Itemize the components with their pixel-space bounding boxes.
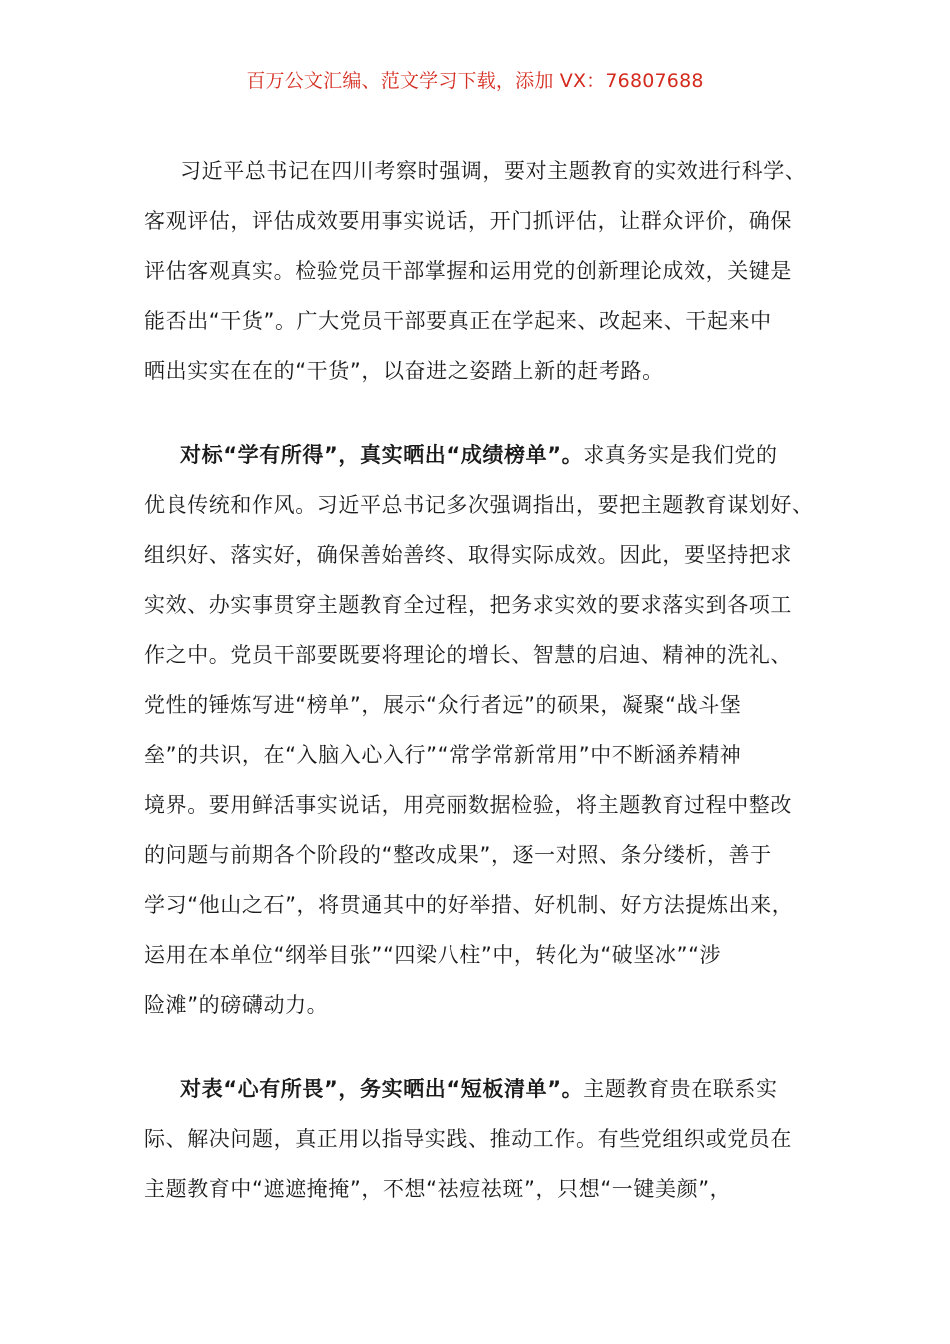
paragraph-line: 境界。要用鲜活事实说话，用亮丽数据检验，将主题教育过程中整改: [144, 793, 792, 817]
paragraph-spacer: [144, 396, 804, 430]
paragraph-shortcomings: [144, 1064, 804, 1214]
paragraph-spacer: [144, 1030, 804, 1064]
paragraph-line: 运用在本单位“纲举目张”“四梁八柱”中，转化为“破坚冰”“涉: [144, 943, 722, 967]
paragraph-intro: [144, 146, 807, 396]
paragraph-line: 实效、办实事贯穿主题教育全过程，把务求实效的要求落实到各项工: [144, 593, 792, 617]
paragraph-line: 组织好、落实好，确保善始善终、取得实际成效。因此，要坚持把求: [144, 543, 792, 567]
paragraph-line: 客观评估，评估成效要用事实说话，开门抓评估，让群众评价，确保: [144, 209, 792, 233]
paragraph-line: 险滩”的磅礴动力。: [144, 993, 329, 1017]
paragraph-line: 的问题与前期各个阶段的“整改成果”，逐一对照、条分缕析，善于: [144, 843, 772, 867]
paragraph-line: [144, 430, 804, 480]
paragraph-line: 评估客观真实。检验党员干部掌握和运用党的创新理论成效，关键是: [144, 259, 792, 283]
header-banner: 百万公文汇编、范文学习下载，添加 VX：76807688: [246, 70, 704, 92]
article-body: [144, 146, 814, 1214]
paragraph-line: 晒出实实在在的“干货”，以奋进之姿踏上新的赶考路。: [144, 359, 664, 383]
paragraph-line: 党性的锤炼写进“榜单”，展示“众行者远”的硕果，凝聚“战斗堡: [144, 693, 742, 717]
paragraph-line-text: 求真务实是我们党的: [583, 443, 778, 467]
paragraph-line: [144, 1064, 804, 1114]
paragraph-line: 作之中。党员干部要既要将理论的增长、智慧的启迪、精神的洗礼、: [144, 643, 792, 667]
paragraph-line: 学习“他山之石”，将贯通其中的好举措、好机制、好方法提炼出来，: [144, 893, 794, 917]
paragraph-achievements: [144, 430, 814, 1030]
paragraph-line: 习近平总书记在四川考察时强调，要对主题教育的实效进行科学、: [180, 159, 807, 183]
paragraph-line-text: 主题教育贵在联系实: [583, 1077, 778, 1101]
paragraph-line: 主题教育中“遮遮掩掩”，不想“祛痘祛斑”，只想“一键美颜”，: [144, 1177, 732, 1201]
paragraph-line: 优良传统和作风。习近平总书记多次强调指出，要把主题教育谋划好、: [144, 493, 814, 517]
paragraph-line: 能否出“干货”。广大党员干部要真正在学起来、改起来、干起来中: [144, 309, 772, 333]
paragraph-line: 际、解决问题，真正用以指导实践、推动工作。有些党组织或党员在: [144, 1127, 792, 1151]
section-heading: 对标“学有所得”，真实晒出“成绩榜单”。: [180, 443, 584, 467]
section-heading: 对表“心有所畏”，务实晒出“短板清单”。: [180, 1077, 584, 1101]
paragraph-line: 垒”的共识，在“入脑入心入行”“常学常新常用”中不断涵养精神: [144, 743, 742, 767]
